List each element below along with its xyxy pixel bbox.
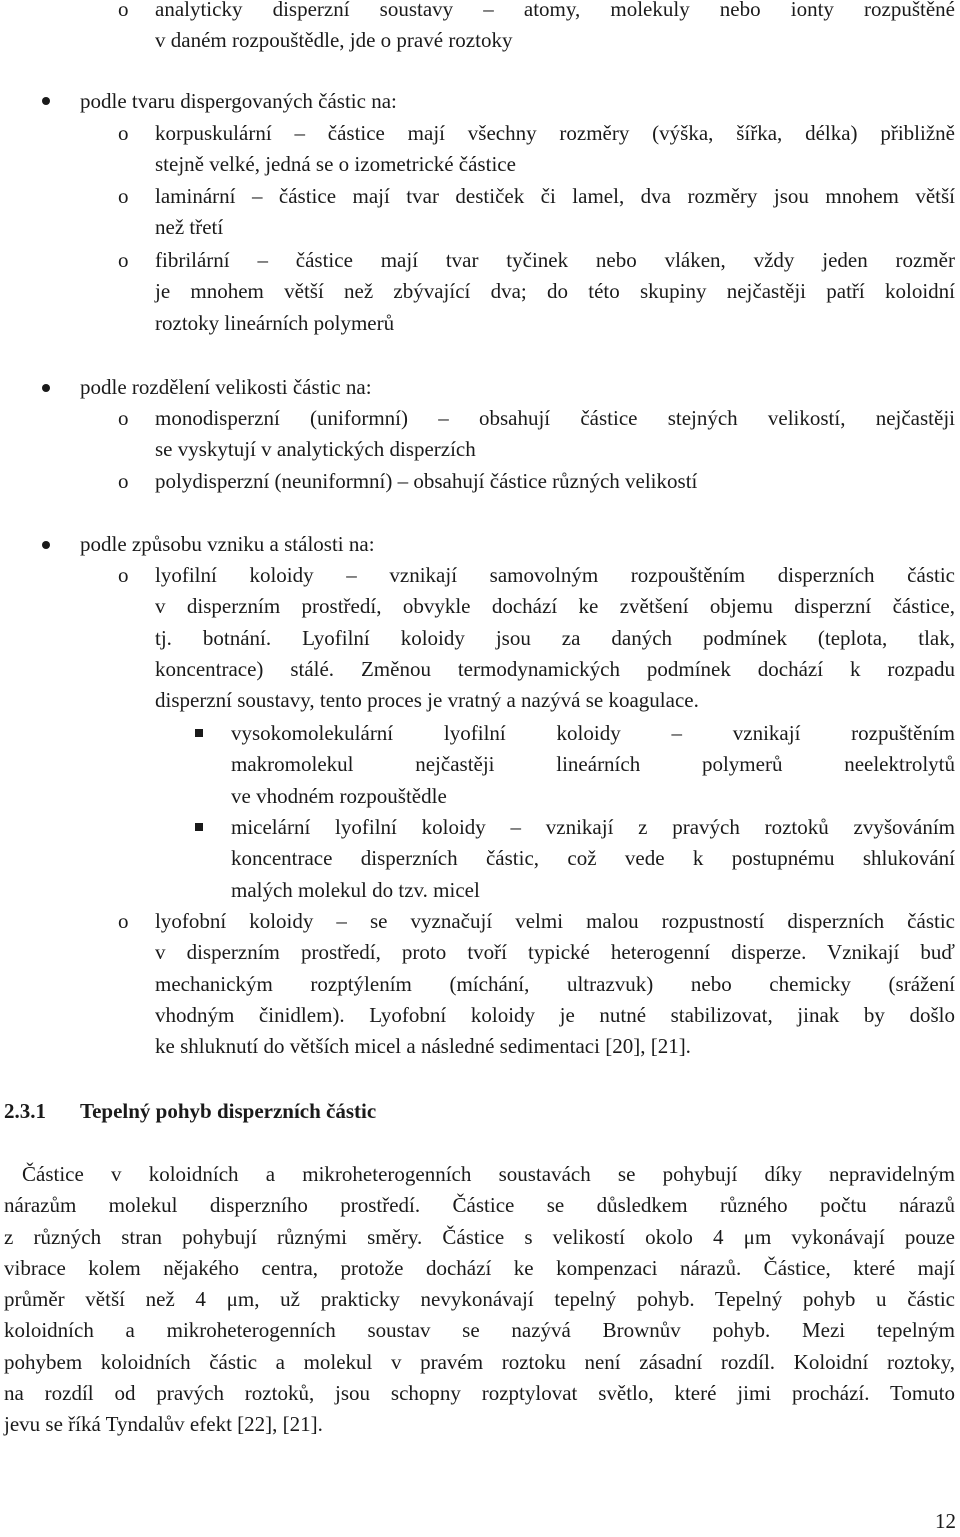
sub-bullet-o: o — [118, 909, 129, 933]
list-item-analytic — [155, 0, 955, 57]
sub-bullet-o: o — [118, 563, 129, 587]
sub-bullet-o: o — [118, 121, 129, 145]
list-item-lyophilic: lyofilní koloidy – vznikají samovolným rozpouštěním disperzních částic v disperzním prostředí, obvykle dochází ke zvětšení objemu disperzní částice, tj. botnání. Lyofilní koloidy jsou za daných podmínek (teplota, tlak, koncentrace) stálé. Změnou termodynamických podmínek dochází k rozpadu disperzní soustavy, tento proces je vratný a nazývá se koagulace. — [155, 563, 955, 713]
square-bullet — [195, 729, 203, 737]
section-heading — [4, 1096, 944, 1127]
section-title-size: podle rozdělení velikosti částic na: — [80, 375, 372, 399]
list-item-micellar: micelární lyofilní koloidy – vznikají z pravých roztoků zvyšováním koncentrace disperzních částic, což vede k postupnému shlukování malých molekul do tzv. micel — [231, 815, 955, 902]
bullet-dot — [42, 541, 50, 549]
list-item-fibrillar: fibrilární – částice mají tvar tyčinek nebo vláken, vždy jeden rozměr je mnohem větší než zbývající dva; do této skupiny nejčastěji patří koloidní roztoky lineárních polymerů — [155, 248, 955, 335]
sub-bullet-o: o — [118, 406, 129, 430]
list-item-monodisperse: monodisperzní (uniformní) – obsahují částice stejných velikostí, nejčastěji se vyskytují v analytických disperzích — [155, 406, 955, 462]
square-bullet — [195, 823, 203, 831]
text-line: v daném rozpouštědle, jde o pravé roztoky — [155, 28, 513, 53]
list-item-macromolecular: vysokomolekulární lyofilní koloidy – vznikají rozpuštěním makromolekul nejčastěji lineárních polymerů neelektrolytů ve vhodném rozpouštědle — [231, 721, 955, 808]
body-paragraph: Částice v koloidních a mikroheterogenních soustavách se pohybují díky nepravidelným nárazům molekul disperzního prostředí. Částice se důsledkem různého počtu nárazů z různých stran pohybují různými směry. Částice s velikostí okolo 4 μm vykonávají pouze vibrace kolem nějakého centra, protože dochází ke kompenzaci nárazů. Částice, které mají průměr větší než 4 μm, už prakticky nevykonávají tepelný pohyb. Tepelný pohyb u částic koloidních a mikroheterogenních soustav se nazývá Brownův pohyb. Mezi tepelným pohybem koloidních částic a molekul v pravém roztoku není zásadní rozdíl. Koloidní roztoky, na rozdíl od pravých roztoků, jsou schopny rozptylovat světlo, které jimi prochází. Tomuto jevu se říká Tyndalův efekt [22], [21]. — [4, 1162, 955, 1437]
list-item-polydisperse: polydisperzní (neuniformní) – obsahují částice různých velikostí — [155, 469, 698, 493]
sub-bullet-o: o — [118, 469, 129, 493]
sub-bullet-o: o — [118, 184, 129, 208]
heading-number: 2.3.1 — [4, 1099, 46, 1123]
page-number: 12 — [935, 1509, 956, 1533]
list-item-corpuscular: korpuskulární – částice mají všechny rozměry (výška, šířka, délka) přibližně stejně velké, jedná se o izometrické částice — [155, 121, 955, 177]
list-item-laminar: laminární – částice mají tvar destiček či lamel, dva rozměry jsou mnohem větší než třetí — [155, 184, 955, 240]
text-line: analyticky disperzní soustavy – atomy, molekuly nebo ionty rozpuštěné — [155, 0, 955, 21]
bullet-dot — [42, 97, 50, 105]
sub-bullet-o: o — [118, 248, 129, 272]
bullet-dot — [42, 384, 50, 392]
sub-bullet-o: o — [118, 0, 129, 21]
heading-title: Tepelný pohyb disperzních částic — [80, 1099, 377, 1123]
section-title-origin: podle způsobu vzniku a stálosti na: — [80, 532, 375, 556]
list-item-lyophobic: lyofobní koloidy – se vyznačují velmi malou rozpustností disperzních částic v disperzním prostředí, proto tvoří typické heterogenní disperze. Vznikají buď mechanickým rozptýlením (míchání, ultrazvuk) nebo chemicky (srážení vhodným činidlem). Lyofobní koloidy je nutné stabilizovat, jinak by došlo ke shluknutí do větších micel a následné sedimentaci [20], [21]. — [155, 909, 955, 1059]
section-title-shape: podle tvaru dispergovaných částic na: — [80, 89, 397, 113]
